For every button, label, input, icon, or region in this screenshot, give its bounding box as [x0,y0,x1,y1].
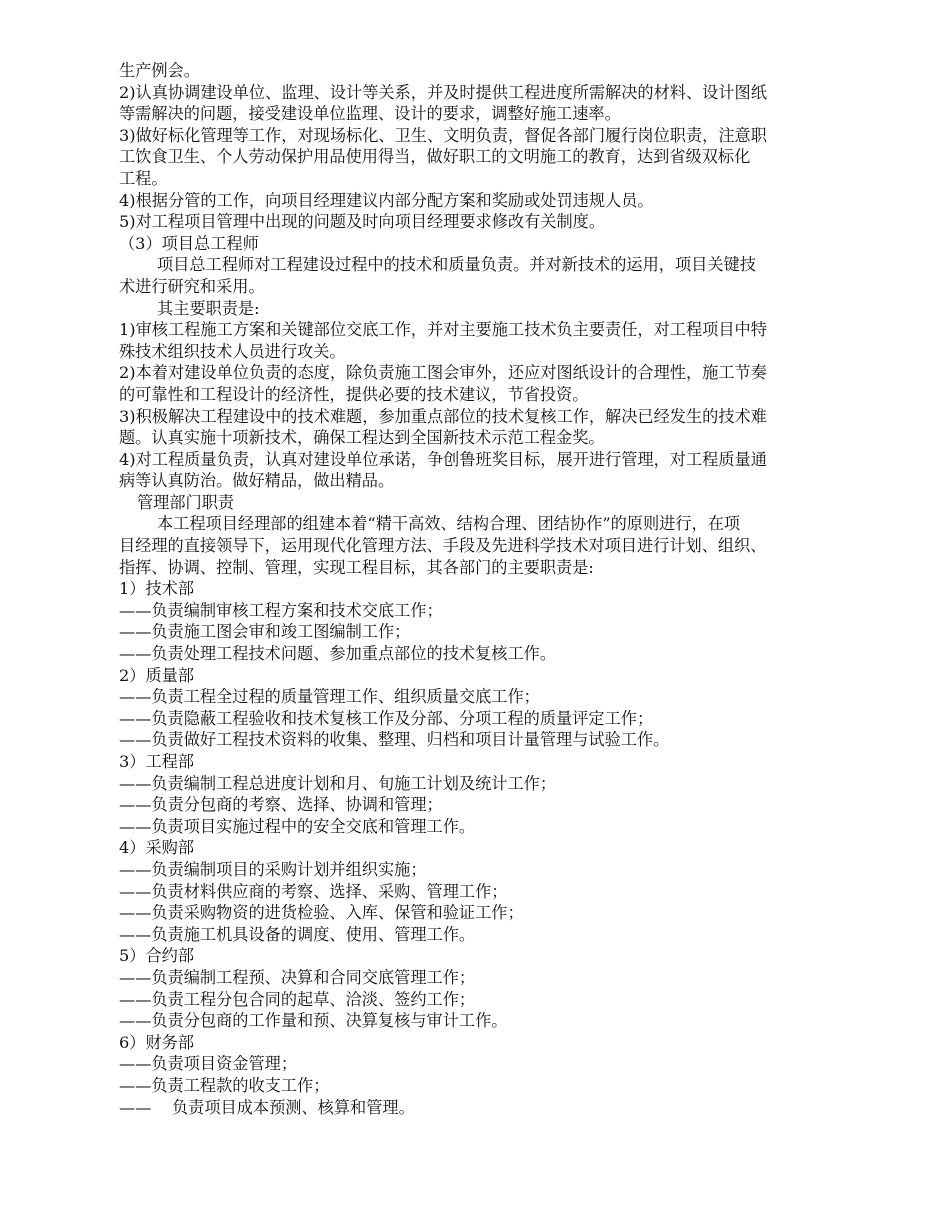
text-line: 术进行研究和采用。 [119,276,265,296]
document-body [119,60,864,1118]
text-line: 殊技术组织技术人员进行攻关。 [119,341,346,361]
text-line: 题。认真实施十项新技术，确保工程达到全国新技术示范工程金奖。 [119,428,605,448]
text-line: ——负责施工图会审和竣工图编制工作； [119,622,411,642]
text-line: 1)审核工程施工方案和关键部位交底工作，并对主要施工技术负主要责任，对工程项目中特 [119,320,767,340]
text-line: 3)做好标化管理等工作，对现场标化、卫生、文明负责，督促各部门履行岗位职责，注意职 [119,125,767,145]
text-line: 生产例会。 [119,61,200,80]
text-line: 6）财务部 [119,1032,195,1052]
text-line: ——负责做好工程技术资料的收集、整理、归档和项目计量管理与试验工作。 [119,730,670,750]
text-line: 5)对工程项目管理中出现的问题及时向项目经理要求修改有关制度。 [119,212,606,232]
text-line: 2）质量部 [119,665,195,685]
text-line: ——负责施工机具设备的调度、使用、管理工作。 [119,924,476,944]
text-line: 的可靠性和工程设计的经济性，提供必要的技术建议，节省投资。 [119,384,589,404]
text-line: 4)根据分管的工作，向项目经理建议内部分配方案和奖励或处罚违规人员。 [119,190,654,210]
text-line: ——负责采购物资的进货检验、入库、保管和验证工作； [119,903,524,923]
text-line: ——负责处理工程技术问题、参加重点部位的技术复核工作。 [119,644,557,664]
text-line: 4）采购部 [119,838,195,858]
text-line: ——负责项目实施过程中的安全交底和管理工作。 [119,816,476,836]
text-line: 目经理的直接领导下，运用现代化管理方法、手段及先进科学技术对项目进行计划、组织、 [119,536,767,556]
text-line: ——负责编制工程预、决算和合同交底管理工作； [119,967,476,987]
text-line: ——负责工程分包合同的起草、洽淡、签约工作； [119,989,476,1009]
text-line: 2)认真协调建设单位、监理、设计等关系，并及时提供工程进度所需解决的材料、设计图纸 [119,82,767,102]
text-line: 3）工程部 [119,752,195,771]
text-line: 本工程项目经理部的组建本着“精干高效、结构合理、团结协作”的原则进行，在项 [157,514,741,534]
text-line: —— 负责项目成本预测、核算和管理。 [119,1097,415,1117]
text-line: 其主要职责是: [157,298,260,318]
text-line: 项目总工程师对工程建设过程中的技术和质量负责。并对新技术的运用，项目关键技 [157,255,756,275]
text-line: ——负责分包商的工作量和预、决算复核与审计工作。 [119,1011,508,1031]
text-line: 5）合约部 [119,946,195,966]
text-line: 3)积极解决工程建设中的技术难题，参加重点部位的技术复核工作，解决已经发生的技术难 [119,406,767,426]
text-line: 工饮食卫生、个人劳动保护用品使用得当，做好职工的文明施工的教育，达到省级双标化 [119,147,751,167]
text-line: 指挥、协调、控制、管理，实现工程目标，其各部门的主要职责是: [119,557,594,577]
text-line: 2)本着对建设单位负责的态度，除负责施工图会审外，还应对图纸设计的合理性，施工节奏 [119,363,767,383]
text-line: 4)对工程质量负责，认真对建设单位承诺，争创鲁班奖目标，展开进行管理，对工程质量通 [119,449,767,469]
text-line: ——负责编制工程总进度计划和月、旬施工计划及统计工作； [119,773,557,793]
text-line: （3）项目总工程师 [119,233,259,253]
text-line: ——负责项目资金管理； [119,1054,298,1074]
text-line: ——负责材料供应商的考察、选择、采购、管理工作； [119,881,508,901]
text-line: 等需解决的问题，接受建设单位监理、设计的要求，调整好施工速率。 [119,104,621,124]
text-line: 管理部门职责 [137,492,235,512]
text-line: 病等认真防治。做好精品，做出精品。 [119,471,395,491]
text-line: ——负责编制项目的采购计划并组织实施； [119,859,427,879]
text-line: ——负责分包商的考察、选择、协调和管理； [119,795,443,815]
text-line: ——负责工程全过程的质量管理工作、组织质量交底工作； [119,687,540,707]
text-line: ——负责隐蔽工程验收和技术复核工作及分部、分项工程的质量评定工作； [119,708,654,728]
text-line: ——负责工程款的收支工作； [119,1075,330,1095]
text-line: 工程。 [119,168,168,188]
text-line: 1）技术部 [119,579,195,599]
text-line: ——负责编制审核工程方案和技术交底工作； [119,600,443,620]
